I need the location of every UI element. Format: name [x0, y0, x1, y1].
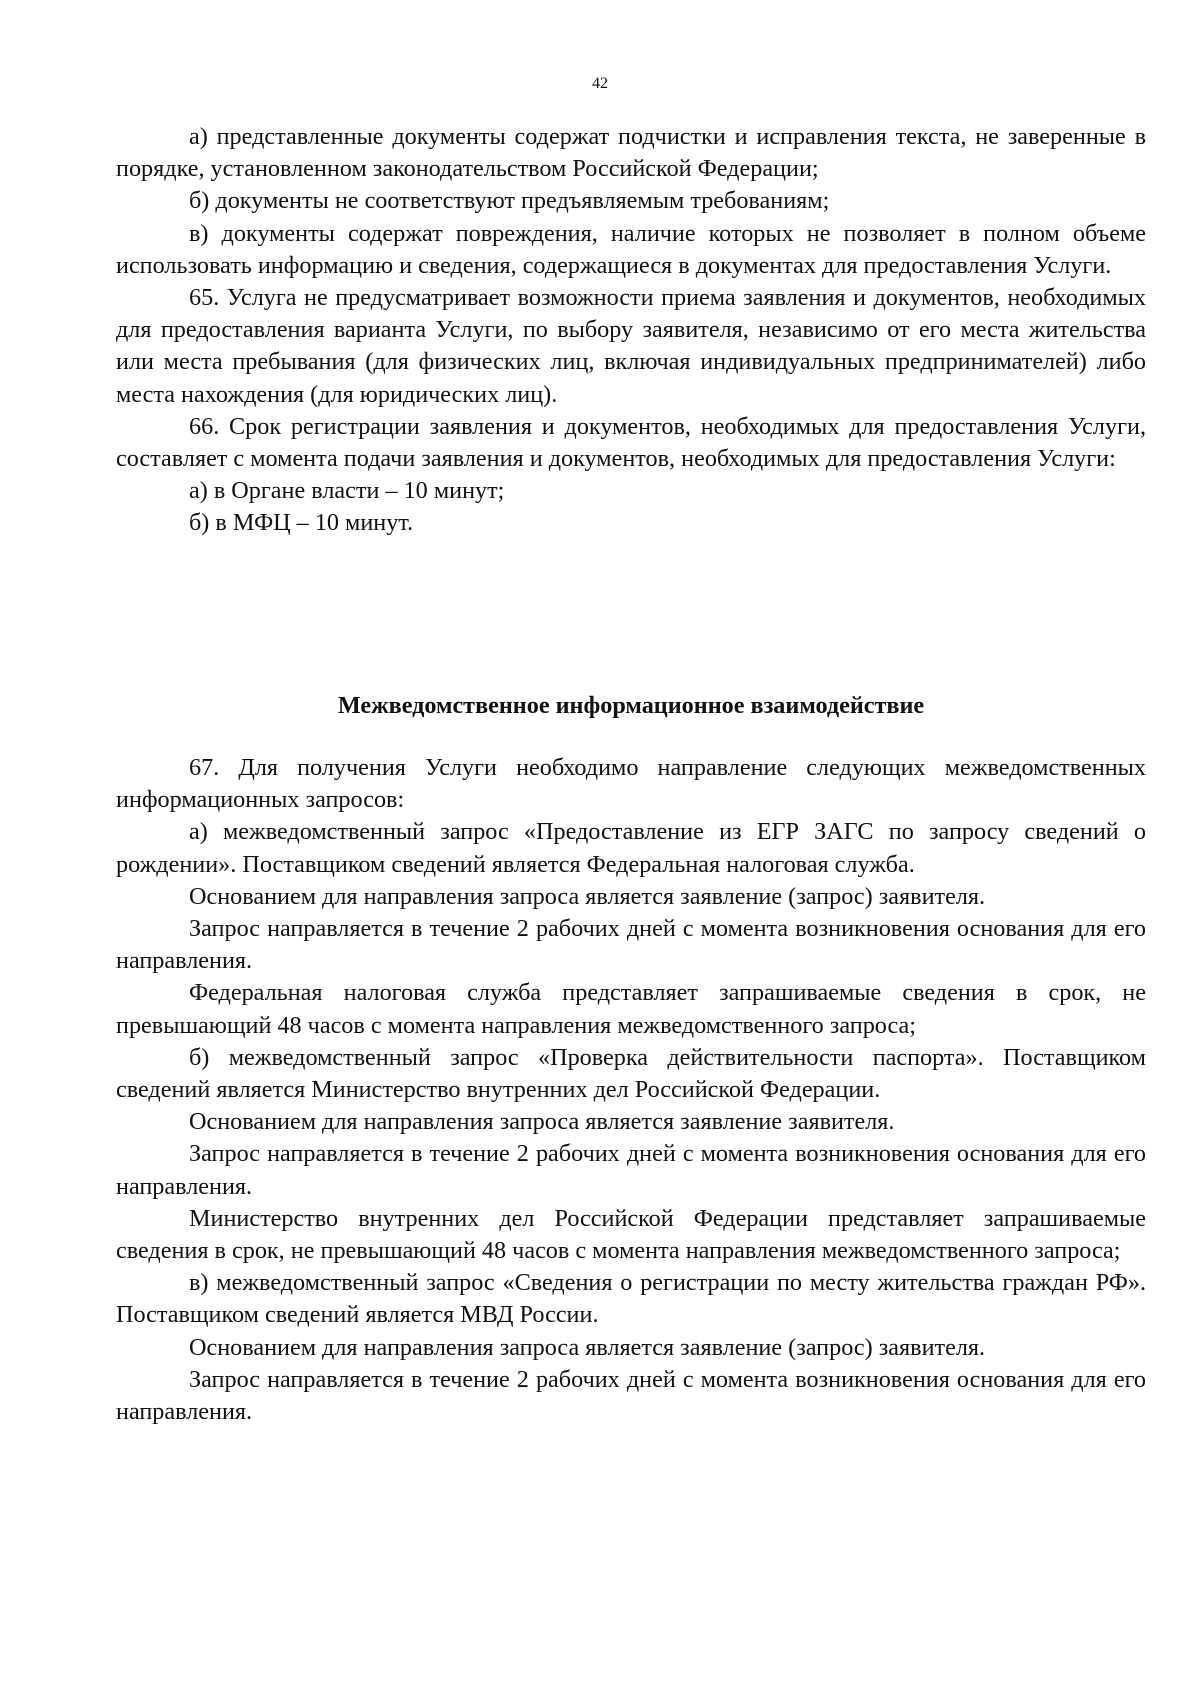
- paragraph: Основанием для направления запроса является заявление (запрос) заявителя.: [189, 1333, 986, 1361]
- paragraph: Запрос направляется в течение 2 рабочих дней с момента возникновения основания для его направления.: [116, 1140, 1146, 1200]
- paragraph: а) представленные документы содержат подчистки и исправления текста, не заверенные в порядке, установленном законодательством Российской Федерации;: [116, 123, 1146, 183]
- paragraph: Министерство внутренних дел Российской Федерации представляет запрашиваемые сведения в срок, не превышающий 48 часов с момента направления межведомственного запроса;: [116, 1204, 1146, 1265]
- paragraph: а) межведомственный запрос «Предоставление из ЕГР ЗАГС по запросу сведений о рождении». Поставщиком сведений является Федеральная налоговая служба.: [116, 818, 1146, 878]
- paragraph: Основанием для направления запроса является заявление заявителя.: [189, 1108, 895, 1136]
- body-text-top: [116, 121, 1146, 540]
- paragraph: а) в Органе власти – 10 минут;: [189, 477, 505, 505]
- paragraph: Запрос направляется в течение 2 рабочих дней с момента возникновения основания для его направления.: [116, 1365, 1146, 1426]
- paragraph: в) документы содержат повреждения, наличие которых не позволяет в полном объеме использовать информацию и сведения, содержащиеся в документах для предоставления Услуги.: [116, 219, 1146, 279]
- page-number: 42: [592, 75, 608, 92]
- section-heading: Межведомственное информационное взаимодействие: [337, 692, 925, 719]
- body-text-bottom: [116, 752, 1146, 1428]
- paragraph: Запрос направляется в течение 2 рабочих дней с момента возникновения основания для его направления.: [116, 915, 1146, 975]
- paragraph: б) межведомственный запрос «Проверка действительности паспорта». Поставщиком сведений является Министерство внутренних дел Российской Федерации.: [116, 1043, 1146, 1104]
- paragraph: 67. Для получения Услуги необходимо направление следующих межведомственных информационных запросов:: [116, 754, 1146, 814]
- paragraph: Основанием для направления запроса является заявление (запрос) заявителя.: [189, 882, 986, 910]
- paragraph: 66. Срок регистрации заявления и документов, необходимых для предоставления Услуги, составляет с момента подачи заявления и документов, необходимых для предоставления Услуги:: [116, 412, 1146, 473]
- paragraph: б) документы не соответствуют предъявляемым требованиям;: [189, 187, 830, 215]
- paragraph: 65. Услуга не предусматривает возможности приема заявления и документов, необходимых для предоставления варианта Услуги, по выбору заявителя, независимо от его места жительства или места пребывания (для физических лиц, включая индивидуальных предпринимателей) либо места нахождения (для юридических лиц).: [116, 284, 1146, 408]
- paragraph: в) межведомственный запрос «Сведения о регистрации по месту жительства граждан РФ». Поставщиком сведений является МВД России.: [116, 1269, 1146, 1329]
- paragraph: Федеральная налоговая служба представляет запрашиваемые сведения в срок, не превышающий 48 часов с момента направления межведомственного запроса;: [116, 979, 1146, 1039]
- paragraph: б) в МФЦ – 10 минут.: [189, 509, 414, 537]
